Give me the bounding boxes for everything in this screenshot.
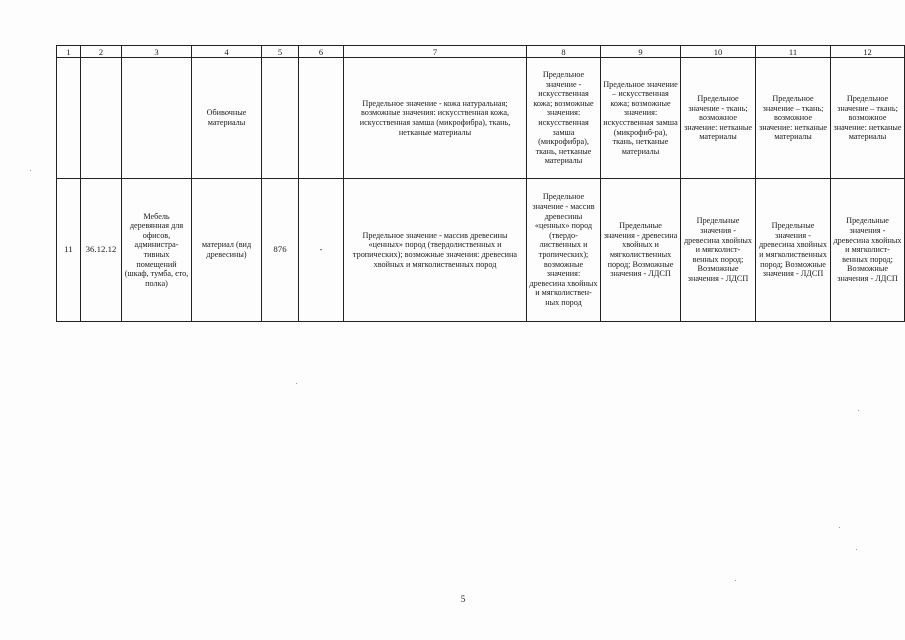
row-b-characteristic: материал (вид древесины): [192, 179, 262, 322]
row-a-product: [122, 58, 192, 179]
row-b-col11: Предельные значения - древесина хвойных и мягколиственных пород; Возможные значения - ЛДСП: [756, 179, 831, 322]
scan-speck: [735, 580, 736, 581]
row-a-col11: Предельное значение – ткань; возможное значение: нетканые материалы: [756, 58, 831, 179]
row-a-unit-code: [262, 58, 299, 179]
scan-speck: [856, 549, 857, 550]
header-cell-6: 6: [299, 46, 344, 58]
scan-speck: [839, 527, 840, 528]
header-cell-8: 8: [527, 46, 601, 58]
header-cell-3: 3: [122, 46, 192, 58]
header-cell-5: 5: [262, 46, 299, 58]
row-a-col10: Предельное значение - ткань; возможное значение: нетканые материалы: [681, 58, 756, 179]
row-a-number: [57, 58, 81, 179]
scan-speck: [296, 383, 297, 384]
header-cell-11: 11: [756, 46, 831, 58]
row-b-unit-code: 876: [262, 179, 299, 322]
row-b-col9: Предельные значения - древесина хвойных и мягколиственных пород; Возможные значения - ЛДСП: [601, 179, 681, 322]
row-a-unit: [299, 58, 344, 179]
header-cell-10: 10: [681, 46, 756, 58]
row-a-col7: Предельное значение - кожа натуральная; возможные значения: искусственная кожа, искусственная замша (микрофибра), ткань, нетканые материалы: [344, 58, 527, 179]
header-cell-2: 2: [81, 46, 122, 58]
requirements-table: [56, 45, 905, 322]
row-b-col7: Предельное значение - массив древесины «ценных» пород (твердолиственных и тропических); возможные значения: древесина хвойных и мягколиственных пород: [344, 179, 527, 322]
row-a-characteristic: Обивочные материалы: [192, 58, 262, 179]
header-cell-4: 4: [192, 46, 262, 58]
header-cell-1: 1: [57, 46, 81, 58]
row-a-col8: Предельное значение - искусственная кожа; возможные значения: искусственная замша (микрофибра), ткань, нетканые материалы: [527, 58, 601, 179]
row-b-unit: -: [299, 179, 344, 322]
page-number: 5: [460, 594, 466, 604]
header-cell-9: 9: [601, 46, 681, 58]
row-b-code: 36.12.12: [81, 179, 122, 322]
header-cell-7: 7: [344, 46, 527, 58]
row-b-col10: Предельные значения - древесина хвойных и мягколист-венных пород; Возможные значения - ЛДСП: [681, 179, 756, 322]
column-number-row: [57, 46, 905, 58]
table-row-upholstery: [57, 58, 905, 179]
row-a-code: [81, 58, 122, 179]
header-cell-12: 12: [831, 46, 905, 58]
scan-speck: [858, 410, 859, 411]
row-b-col8: Предельное значение - массив древесины «ценных» пород (твердо-лиственных и тропических); возможные значения: древесина хвойных и мягколиствен-ных пород: [527, 179, 601, 322]
table-row-wooden-furniture: [57, 179, 905, 322]
row-a-col9: Предельное значение – искусственная кожа; возможные значения: искусственная замша (микрофиб-ра), ткань, нетканые материалы: [601, 58, 681, 179]
row-a-col12: Предельное значение – ткань; возможное значение: нетканые материалы: [831, 58, 905, 179]
row-b-col12: Предельные значения - древесина хвойных и мягколист-венных пород; Возможные значения - ЛДСП: [831, 179, 905, 322]
scan-speck: [30, 170, 31, 171]
row-b-number: 11: [57, 179, 81, 322]
row-b-product: Мебель деревянная для офисов, администра-тивных помещений (шкаф, тумба, єто, полка): [122, 179, 192, 322]
